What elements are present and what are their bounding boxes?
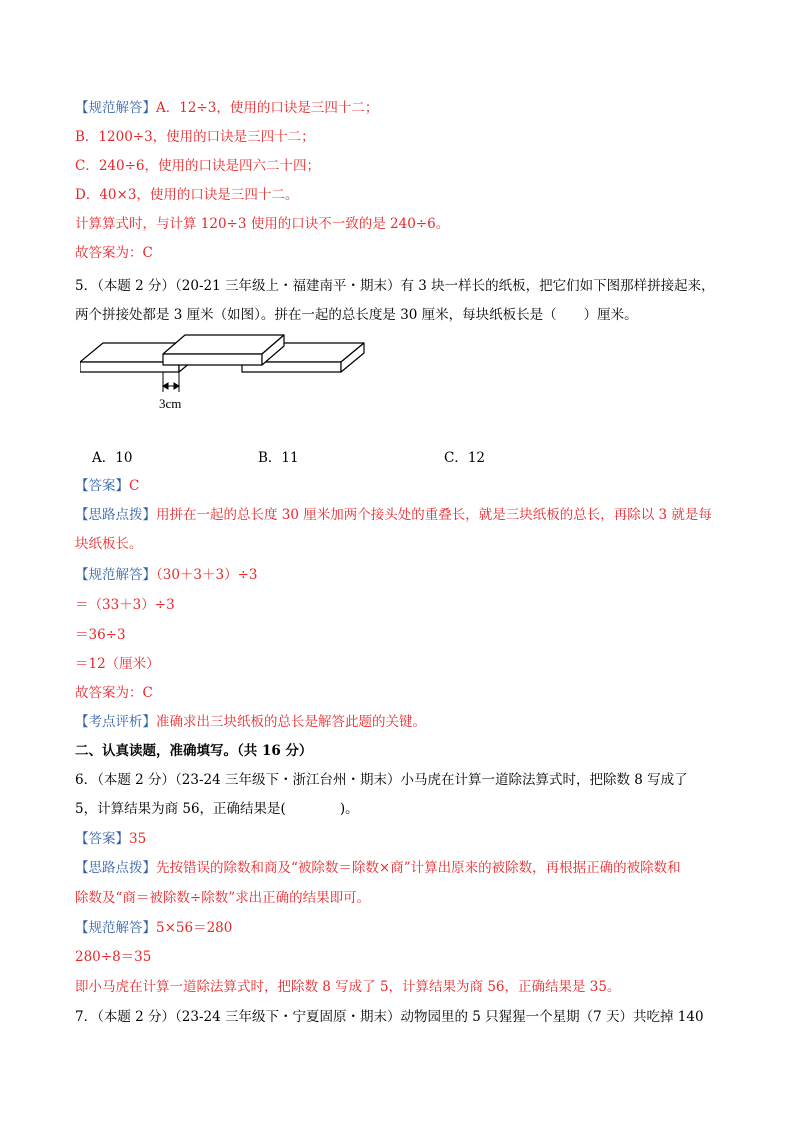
answer-line: [75, 830, 146, 848]
solution-line: ＝（33＋3）÷3: [75, 597, 175, 613]
hint-label: 【思路点拨】: [75, 507, 156, 523]
question-6-text: 5，计算结果为商 56，正确结果是( )。: [75, 801, 359, 817]
question-5-text: 两个拼接处都是 3 厘米（如图）。拼在一起的总长度是 30 厘米，每块纸板长是（ ）厘米。: [75, 307, 638, 323]
solution-line: D．40×3，使用的口诀是三四十二。: [75, 187, 299, 203]
answer-line: [75, 477, 139, 495]
option-b: B．11: [258, 450, 299, 466]
solution-line: [75, 99, 378, 117]
solution-text: （30＋3＋3）÷3: [156, 567, 258, 583]
option-a: A．10: [92, 450, 133, 466]
evaluation-text: 准确求出三块纸板的总长是解答此题的关键。: [156, 714, 426, 730]
solution-line: ＝36÷3: [75, 627, 126, 643]
arrow-head: [163, 383, 168, 389]
arrow-head: [174, 383, 179, 389]
solution-label: 【规范解答】: [75, 100, 156, 116]
answer-text: 35: [129, 831, 147, 847]
hint-text: 用拼在一起的总长度 30 厘米加两个接头处的重叠长，就是三块纸板的总长，再除以 3 就是每: [156, 507, 712, 523]
hint-label: 【思路点拨】: [75, 860, 156, 876]
solution-line: [75, 919, 232, 937]
answer-label: 【答案】: [75, 478, 129, 494]
hint-text: 先按错误的除数和商及“被除数＝除数×商”计算出原来的被除数，再根据正确的被除数和: [156, 860, 681, 876]
section-heading: 二、认真读题，准确填写。（共 16 分）: [75, 743, 313, 759]
solution-line: ＝12（厘米）: [75, 656, 160, 672]
option-c: C．12: [444, 450, 486, 466]
solution-line: B．1200÷3，使用的口诀是三四十二；: [75, 129, 315, 145]
solution-line: 280÷8＝35: [75, 949, 152, 965]
solution-label: 【规范解答】: [75, 567, 156, 583]
hint-line: 除数及“商＝被除数÷除数”求出正确的结果即可。: [75, 890, 371, 906]
dimension-label: 3cm: [159, 396, 182, 411]
solution-text: 5×56＝280: [156, 920, 233, 936]
question-6-text: 6．（本题 2 分）（23-24 三年级下・浙江台州・期末）小马虎在计算一道除法算式时，把除数 8 写成了: [75, 772, 688, 788]
final-answer-line: 故答案为：C: [75, 685, 153, 701]
solution-label: 【规范解答】: [75, 920, 156, 936]
question-7-text: 7．（本题 2 分）（23-24 三年级下・宁夏固原・期末）动物园里的 5 只猩猩一个星期（7 天）共吃掉 140: [75, 1009, 704, 1025]
hint-line: [75, 506, 712, 524]
evaluation-line: [75, 713, 426, 731]
hint-line: 块纸板长。: [75, 536, 143, 552]
hint-line: [75, 859, 681, 877]
conclusion-line: 即小马虎在计算一道除法算式时，把除数 8 写成了 5，计算结果为商 56，正确结果是 35。: [75, 979, 621, 995]
question-5-text: 5．（本题 2 分）（20-21 三年级上・福建南平・期末）有 3 块一样长的纸板，把它们如下图那样拼接起来，: [75, 278, 715, 294]
cardboard-diagram: [80, 334, 372, 416]
answer-label: 【答案】: [75, 831, 129, 847]
solution-line: 计算算式时，与计算 120÷3 使用的口诀不一致的是 240÷6。: [75, 216, 450, 232]
answer-text: C: [129, 478, 140, 494]
evaluation-label: 【考点评析】: [75, 714, 156, 730]
final-answer-line: 故答案为：C: [75, 245, 153, 261]
middle-board-front: [163, 354, 262, 365]
solution-line: [75, 566, 258, 584]
solution-line: C．240÷6，使用的口诀是四六二十四；: [75, 158, 320, 174]
solution-text: A．12÷3，使用的口诀是三四十二；: [156, 100, 379, 116]
